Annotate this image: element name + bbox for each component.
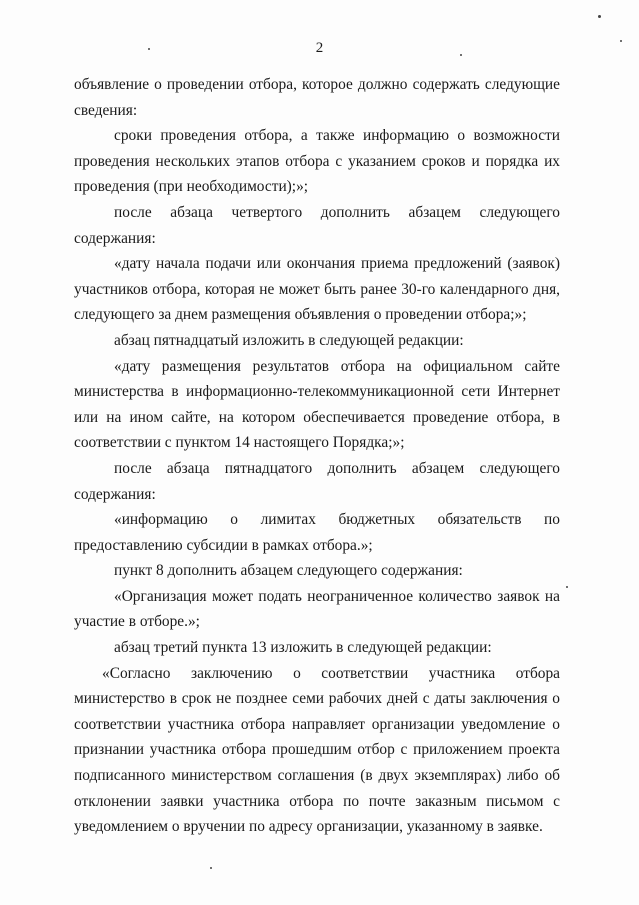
page-number: 2 [315, 40, 324, 56]
scan-speck [460, 54, 462, 56]
paragraph-4: «дату начала подачи или окончания приема предложений (заявок) участников отбора, которая не может быть ранее 30-го календарного дня, следующего за днем размещения объявления о проведении отбора;»; [74, 255, 560, 324]
scan-speck [210, 867, 212, 869]
scan-speck [148, 48, 150, 50]
paragraph-9: пункт 8 дополнить абзацем следующего содержания: [114, 562, 463, 580]
scan-speck [620, 40, 622, 42]
scan-speck [566, 586, 568, 588]
paragraph-8: «информацию о лимитах бюджетных обязательств по предоставлению субсидии в рамках отбора.»; [74, 511, 560, 554]
paragraph-3: после абзаца четвертого дополнить абзацем следующего содержания: [74, 203, 560, 247]
scan-speck [598, 15, 601, 18]
document-body [74, 72, 560, 840]
paragraph-7: после абзаца пятнадцатого дополнить абзацем следующего содержания: [74, 459, 560, 503]
paragraph-5: абзац пятнадцатый изложить в следующей редакции: [114, 331, 464, 349]
paragraph-2: сроки проведения отбора, а также информацию о возможности проведения нескольких этапов отбора с указанием сроков и порядка их проведения (при необходимости);»; [74, 127, 560, 196]
paragraph-10: «Организация может подать неограниченное количество заявок на участие в отборе.»; [74, 587, 560, 631]
paragraph-12: «Согласно заключению о соответствии участника отбора министерство в срок не позднее семи рабочих дней с даты заключения о соответствии участника отбора направляет организации уведомление о признании участника отбора прошедшим отбор с приложением проекта подписанного министерством соглашения (в двух экземплярах) либо об отклонении заявки участника отбора по почте заказным письмом с уведомлением о вручении по адресу организации, указанному в заявке. [74, 664, 560, 836]
paragraph-1: объявление о проведении отбора, которое должно содержать следующие сведения: [74, 76, 560, 119]
paragraph-6: «дату размещения результатов отбора на официальном сайте министерства в информационно-телекоммуникационной сети Интернет или на ином сайте, на котором обеспечивается проведение отбора, в соответствии с пунктом 14 настоящего Порядка;»; [74, 357, 560, 452]
paragraph-11: абзац третий пункта 13 изложить в следующей редакции: [114, 639, 492, 657]
